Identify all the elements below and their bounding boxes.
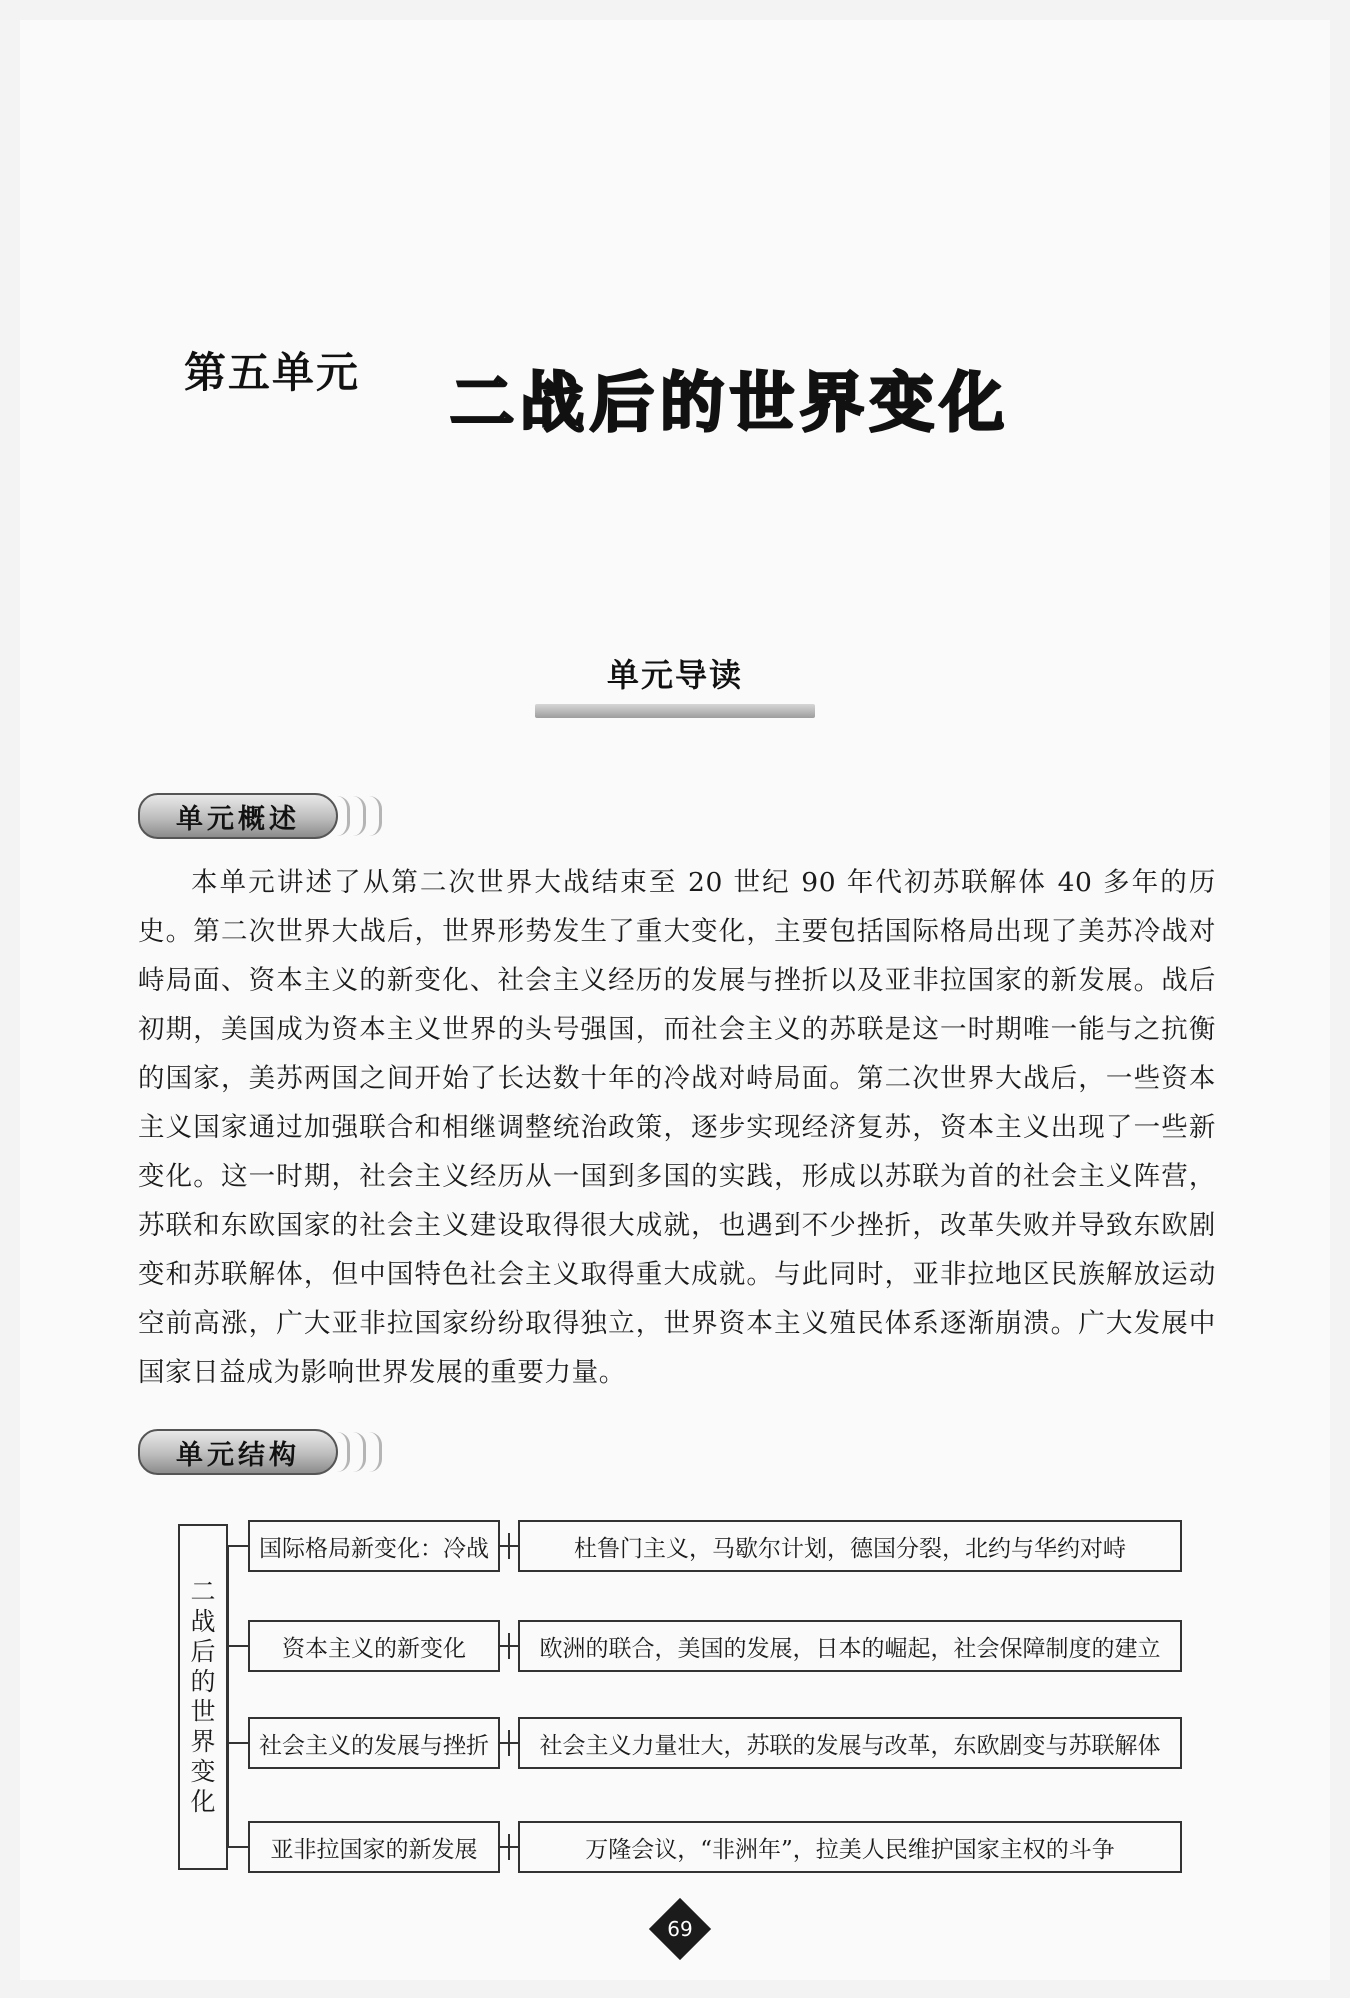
unit-guide-heading [535, 650, 815, 718]
root-char: 化 [190, 1787, 216, 1816]
topic-box: 资本主义的新变化 [248, 1620, 500, 1672]
page-number: 69 [667, 1917, 693, 1941]
unit-label: 第五单元 [184, 348, 361, 397]
unit-guide-title: 单元导读 [606, 656, 743, 694]
topic-box: 社会主义的发展与挫折 [248, 1717, 500, 1769]
root-char: 界 [190, 1727, 216, 1756]
detail-box: 万隆会议，“非洲年”，拉美人民维护国家主权的斗争 [518, 1821, 1182, 1873]
unit-title: 二战后的世界变化 [450, 367, 1010, 441]
page-number-badge [649, 1898, 711, 1960]
section-overview-tab [138, 792, 408, 840]
detail-box: 社会主义力量壮大，苏联的发展与改革，东欧剧变与苏联解体 [518, 1717, 1182, 1769]
root-char: 二 [190, 1577, 216, 1606]
pill-arcs-decoration [334, 796, 382, 836]
unit-guide-underline [535, 704, 815, 718]
root-char: 变 [190, 1757, 216, 1786]
section-structure-tab [138, 1428, 408, 1476]
topic-box: 亚非拉国家的新发展 [248, 1821, 500, 1873]
topic-box: 国际格局新变化：冷战 [248, 1520, 500, 1572]
root-char: 世 [190, 1697, 216, 1726]
root-char: 的 [190, 1667, 216, 1696]
pill-arcs-decoration [334, 1432, 382, 1472]
root-char: 后 [190, 1637, 216, 1666]
section-overview-label: 单元概述 [138, 793, 338, 839]
overview-paragraph: 本单元讲述了从第二次世界大战结束至 20 世纪 90 年代初苏联解体 40 多年的历史。第二次世界大战后，世界形势发生了重大变化，主要包括国际格局出现了美苏冷战对峙局面、资本主义的新变化、社会主义经历的发展与挫折以及亚非拉国家的新发展。战后初期，美国成为资本主义世界的头号强国，而社会主义的苏联是这一时期唯一能与之抗衡的国家，美苏两国之间开始了长达数十年的冷战对峙局面。第二次世界大战后，一些资本主义国家通过加强联合和相继调整统治政策，逐步实现经济复苏，资本主义出现了一些新变化。这一时期，社会主义经历从一国到多国的实践，形成以苏联为首的社会主义阵营，苏联和东欧国家的社会主义建设取得很大成就，也遇到不少挫折，改革失败并导致东欧剧变和苏联解体，但中国特色社会主义取得重大成就。与此同时，亚非拉地区民族解放运动空前高涨，广大亚非拉国家纷纷取得独立，世界资本主义殖民体系逐渐崩溃。广大发展中国家日益成为影响世界发展的重要力量。 [138, 867, 1216, 1388]
structure-root-box [178, 1524, 228, 1870]
section-structure-label: 单元结构 [138, 1429, 338, 1475]
detail-box: 杜鲁门主义，马歇尔计划，德国分裂，北约与华约对峙 [518, 1520, 1182, 1572]
root-char: 战 [190, 1607, 216, 1636]
detail-box: 欧洲的联合，美国的发展，日本的崛起，社会保障制度的建立 [518, 1620, 1182, 1672]
